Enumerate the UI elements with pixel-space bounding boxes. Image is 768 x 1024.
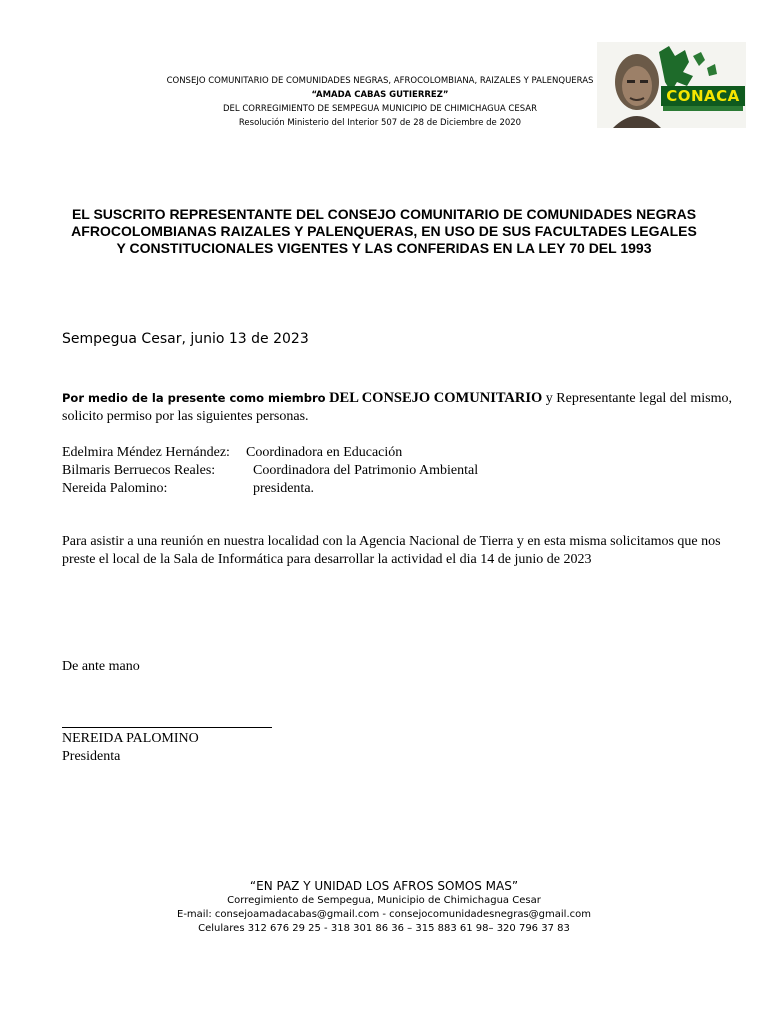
document-date — [62, 331, 309, 347]
intro-rest: y Representante legal del mismo, solicito permiso por las siguientes personas. — [62, 391, 733, 424]
footer-motto: “EN PAZ Y UNIDAD LOS AFROS SOMOS MAS” — [249, 879, 519, 893]
date-day: 3 de — [237, 331, 269, 347]
logo-text: CONACA — [661, 86, 745, 106]
document-title: EL SUSCRITO REPRESENTANTE DEL CONSEJO COMUNITARIO DE COMUNIDADES NEGRAS AFROCOLOMBIANAS RAIZALES Y PALENQUERAS, EN USO DE SUS FACULTADES LEGALES Y CONSTITUCIONALES VIGENTES Y LAS CONFERIDAS EN LA LEY 70 DEL 1993 — [71, 206, 697, 256]
person-name: Bilmaris Berruecos Reales: — [62, 463, 216, 478]
intro-paragraph — [62, 389, 752, 426]
letterhead-org-name: CONSEJO COMUNITARIO DE COMUNIDADES NEGRAS, AFROCOLOMBIANA, RAIZALES Y PALENQUERAS — [166, 76, 594, 86]
person-role: presidenta. — [253, 481, 315, 496]
person-role: Coordinadora del Patrimonio Ambiental — [253, 463, 479, 478]
footer-address: Corregimiento de Sempegua, Municipio de Chimichagua Cesar — [227, 895, 541, 906]
signature-line — [62, 727, 272, 728]
person-role: Coordinadora en Educación — [246, 445, 403, 460]
closing-text: De ante mano — [62, 659, 140, 674]
conaca-logo — [597, 42, 746, 128]
logo-portrait-icon — [597, 42, 746, 128]
footer-email: E-mail: consejoamadacabas@gmail.com - consejocomunidadesnegras@gmail.com — [177, 909, 591, 920]
body-paragraph: Para asistir a una reunión en nuestra localidad con la Agencia Nacional de Tierra y en esta misma solicitamos que nos preste el local de la Sala de Informática para desarrollar la actividad el dia 14 de junio de 2023 — [62, 534, 721, 567]
letterhead-council-name: “AMADA CABAS GUTIERREZ” — [311, 90, 449, 100]
person-name: Edelmira Méndez Hernández: — [62, 445, 230, 460]
person-name: Nereida Palomino: — [62, 481, 168, 496]
date-year: 2023 — [268, 331, 309, 347]
date-place: Sempegua Cesar, junio 1 — [62, 331, 238, 347]
logo-underline — [663, 106, 743, 111]
footer-phones: Celulares 312 676 29 25 - 318 301 86 36 – 315 883 61 98– 320 796 37 83 — [198, 923, 570, 934]
signatory-role: Presidenta — [62, 749, 121, 764]
letterhead-resolution: Resolución Ministerio del Interior 507 de 28 de Diciembre de 2020 — [238, 118, 522, 128]
letterhead-location: DEL CORREGIMIENTO DE SEMPEGUA MUNICIPIO DE CHIMICHAGUA CESAR — [222, 104, 538, 114]
intro-council: DEL CONSEJO COMUNITARIO — [329, 390, 543, 406]
signatory-name: NEREIDA PALOMINO — [62, 731, 199, 746]
intro-lead: Por medio de la presente como miembro — [62, 391, 326, 405]
